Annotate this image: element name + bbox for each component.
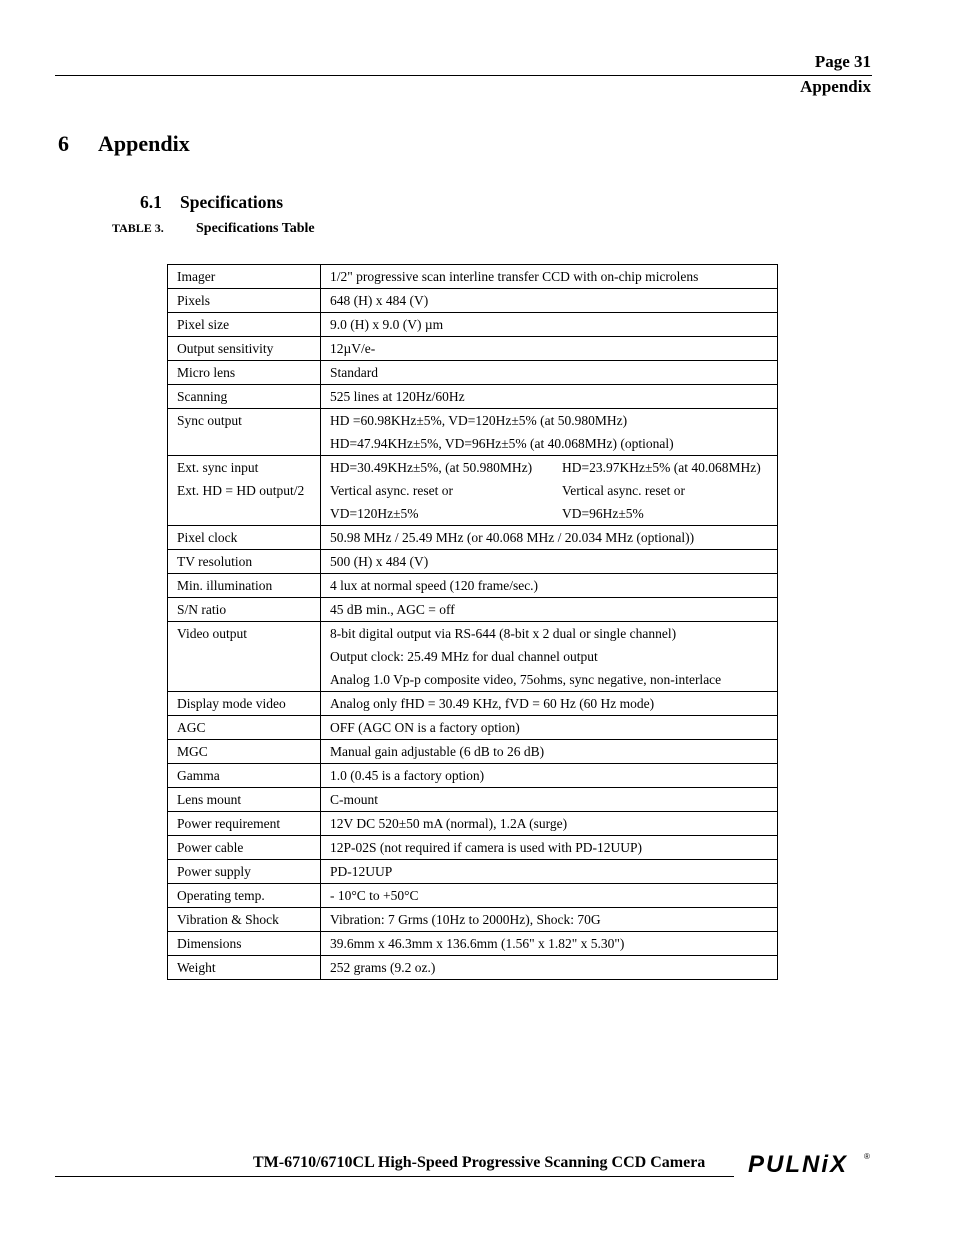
footer-rule xyxy=(55,1176,734,1177)
spec-key-cell xyxy=(168,361,321,385)
footer-title: TM-6710/6710CL High-Speed Progressive Scanning CCD Camera xyxy=(253,1154,706,1171)
spec-value-cell xyxy=(321,692,778,716)
table-row xyxy=(168,289,778,313)
spec-key: Ext. HD = HD output/2 xyxy=(177,483,305,498)
table-row xyxy=(168,740,778,764)
spec-value: - 10°C to +50°C xyxy=(330,888,419,903)
spec-key-cell xyxy=(168,692,321,716)
spec-key-cell xyxy=(168,836,321,860)
spec-key: Power cable xyxy=(177,840,244,855)
spec-key: TV resolution xyxy=(177,554,253,569)
table-row xyxy=(168,598,778,622)
spec-key: Vibration & Shock xyxy=(177,912,279,927)
spec-key-cell xyxy=(168,932,321,956)
spec-key: Scanning xyxy=(177,389,228,404)
spec-key-cell xyxy=(168,764,321,788)
spec-value: Output clock: 25.49 MHz for dual channel output xyxy=(330,649,598,664)
spec-value-cell xyxy=(321,764,778,788)
spec-key: S/N ratio xyxy=(177,602,227,617)
spec-value-cell xyxy=(321,716,778,740)
spec-value-cell xyxy=(321,337,778,361)
running-header-section: Appendix xyxy=(800,77,871,96)
table-row xyxy=(168,313,778,337)
chapter-number: 6 xyxy=(58,131,69,156)
spec-value: 9.0 (H) x 9.0 (V) µm xyxy=(330,317,444,332)
table-row xyxy=(168,956,778,980)
table-caption-title: Specifications Table xyxy=(196,221,315,236)
spec-value: 1/2" progressive scan interline transfer CCD with on-chip microlens xyxy=(330,269,699,284)
spec-key-cell xyxy=(168,956,321,980)
spec-value-cell xyxy=(321,884,778,908)
spec-value: Vibration: 7 Grms (10Hz to 2000Hz), Shock: 70G xyxy=(330,912,601,927)
spec-value-cell xyxy=(321,860,778,884)
spec-key-cell xyxy=(168,740,321,764)
spec-key: Pixels xyxy=(177,293,211,308)
logo-wordmark: PULNiX xyxy=(748,1151,849,1178)
table-row xyxy=(168,574,778,598)
spec-key-cell xyxy=(168,622,321,692)
header-rule xyxy=(55,75,872,76)
spec-key-cell xyxy=(168,289,321,313)
spec-value-cell xyxy=(321,289,778,313)
spec-value-cell xyxy=(321,574,778,598)
table-row xyxy=(168,361,778,385)
spec-value: 500 (H) x 484 (V) xyxy=(330,554,429,569)
spec-value: OFF (AGC ON is a factory option) xyxy=(330,720,520,735)
spec-value: Manual gain adjustable (6 dB to 26 dB) xyxy=(330,744,545,759)
spec-key: Video output xyxy=(177,626,248,641)
spec-key-cell xyxy=(168,526,321,550)
spec-key-cell xyxy=(168,456,321,526)
specifications-table xyxy=(167,264,778,980)
chapter-heading xyxy=(58,131,190,157)
spec-value-cell xyxy=(321,265,778,289)
spec-value: 12µV/e- xyxy=(330,341,376,356)
spec-key-cell xyxy=(168,716,321,740)
spec-value: Analog 1.0 Vp-p composite video, 75ohms, sync negative, non-interlace xyxy=(330,672,722,687)
spec-value-column-1: VD=120Hz±5% xyxy=(330,506,419,521)
spec-value: 50.98 MHz / 25.49 MHz (or 40.068 MHz / 20.034 MHz (optional)) xyxy=(330,530,695,545)
spec-value-cell xyxy=(321,740,778,764)
spec-key: Imager xyxy=(177,269,216,284)
table-row xyxy=(168,716,778,740)
spec-key-cell xyxy=(168,574,321,598)
table-row xyxy=(168,836,778,860)
spec-key: Gamma xyxy=(177,768,220,783)
spec-value-cell xyxy=(321,932,778,956)
logo-registered-mark: ® xyxy=(864,1152,870,1161)
spec-key-cell xyxy=(168,884,321,908)
spec-value-cell xyxy=(321,550,778,574)
spec-value-cell xyxy=(321,956,778,980)
spec-key-cell xyxy=(168,265,321,289)
table-row xyxy=(168,908,778,932)
section-number: 6.1 xyxy=(140,192,162,212)
spec-key-cell xyxy=(168,812,321,836)
spec-value-cell xyxy=(321,456,778,526)
table-row xyxy=(168,812,778,836)
spec-key-cell xyxy=(168,860,321,884)
spec-key: Output sensitivity xyxy=(177,341,274,356)
spec-value: Analog only fHD = 30.49 KHz, fVD = 60 Hz (60 Hz mode) xyxy=(330,696,655,711)
spec-value: 4 lux at normal speed (120 frame/sec.) xyxy=(330,578,539,593)
table-row xyxy=(168,337,778,361)
spec-value-line xyxy=(330,482,768,499)
spec-key-cell xyxy=(168,313,321,337)
spec-value: 1.0 (0.45 is a factory option) xyxy=(330,768,485,783)
spec-value-cell xyxy=(321,385,778,409)
table-row xyxy=(168,526,778,550)
spec-value: 8-bit digital output via RS-644 (8-bit x 2 dual or single channel) xyxy=(330,626,677,641)
spec-value-cell xyxy=(321,812,778,836)
spec-value-cell xyxy=(321,908,778,932)
spec-key: Lens mount xyxy=(177,792,242,807)
table-row xyxy=(168,622,778,692)
spec-value-cell xyxy=(321,622,778,692)
specifications-table-body xyxy=(168,265,778,980)
section-title: Specifications xyxy=(180,192,284,212)
spec-key: Power requirement xyxy=(177,816,281,831)
spec-key-cell xyxy=(168,337,321,361)
table-row xyxy=(168,860,778,884)
spec-value: 12P-02S (not required if camera is used with PD-12UUP) xyxy=(330,840,642,855)
spec-key: Min. illumination xyxy=(177,578,273,593)
table-row xyxy=(168,932,778,956)
chapter-title: Appendix xyxy=(98,131,190,156)
spec-value-line xyxy=(330,459,768,476)
spec-key: Sync output xyxy=(177,413,242,428)
spec-value: HD =60.98KHz±5%, VD=120Hz±5% (at 50.980MHz) xyxy=(330,413,628,428)
page-number: Page 31 xyxy=(814,52,871,71)
spec-key: Power supply xyxy=(177,864,251,879)
spec-value-cell xyxy=(321,361,778,385)
table-row xyxy=(168,550,778,574)
spec-key: Ext. sync input xyxy=(177,460,259,475)
table-row xyxy=(168,409,778,456)
spec-value-cell xyxy=(321,836,778,860)
table-row xyxy=(168,456,778,526)
spec-value-column-2: VD=96Hz±5% xyxy=(562,506,644,521)
spec-key-cell xyxy=(168,385,321,409)
spec-value-column-2: HD=23.97KHz±5% (at 40.068MHz) xyxy=(562,460,761,475)
spec-value-cell xyxy=(321,598,778,622)
spec-value: Standard xyxy=(330,365,378,380)
table-row xyxy=(168,265,778,289)
spec-value-column-1: Vertical async. reset or xyxy=(330,483,453,498)
section-heading xyxy=(140,192,283,213)
spec-key: Weight xyxy=(177,960,216,975)
table-row xyxy=(168,692,778,716)
spec-key-cell xyxy=(168,598,321,622)
spec-key-cell xyxy=(168,409,321,456)
spec-key-cell xyxy=(168,550,321,574)
spec-key: Operating temp. xyxy=(177,888,265,903)
table-row xyxy=(168,385,778,409)
spec-key: Dimensions xyxy=(177,936,242,951)
spec-value-column-2: Vertical async. reset or xyxy=(562,483,685,498)
spec-value-cell xyxy=(321,313,778,337)
spec-value: HD=47.94KHz±5%, VD=96Hz±5% (at 40.068MHz) (optional) xyxy=(330,436,674,451)
spec-value: 45 dB min., AGC = off xyxy=(330,602,455,617)
spec-value: 12V DC 520±50 mA (normal), 1.2A (surge) xyxy=(330,816,568,831)
spec-value: 525 lines at 120Hz/60Hz xyxy=(330,389,465,404)
spec-value: 252 grams (9.2 oz.) xyxy=(330,960,436,975)
spec-key: Pixel clock xyxy=(177,530,238,545)
spec-key: Micro lens xyxy=(177,365,236,380)
spec-value: 39.6mm x 46.3mm x 136.6mm (1.56" x 1.82" x 5.30") xyxy=(330,936,625,951)
spec-value-cell xyxy=(321,526,778,550)
table-row xyxy=(168,884,778,908)
spec-value-cell xyxy=(321,409,778,456)
table-row xyxy=(168,764,778,788)
spec-key: Pixel size xyxy=(177,317,230,332)
spec-value: 648 (H) x 484 (V) xyxy=(330,293,429,308)
spec-value-column-1: HD=30.49KHz±5%, (at 50.980MHz) xyxy=(330,460,533,475)
spec-key-cell xyxy=(168,788,321,812)
spec-key-cell xyxy=(168,908,321,932)
spec-key: MGC xyxy=(177,744,208,759)
spec-value-cell xyxy=(321,788,778,812)
table-row xyxy=(168,788,778,812)
spec-value: C-mount xyxy=(330,792,379,807)
spec-value: PD-12UUP xyxy=(330,864,393,879)
table-caption xyxy=(112,221,315,237)
table-caption-label: TABLE 3. xyxy=(112,221,164,235)
pulnix-logo xyxy=(748,1149,873,1179)
spec-key: Display mode video xyxy=(177,696,286,711)
spec-key: AGC xyxy=(177,720,206,735)
spec-value-line xyxy=(330,505,768,522)
